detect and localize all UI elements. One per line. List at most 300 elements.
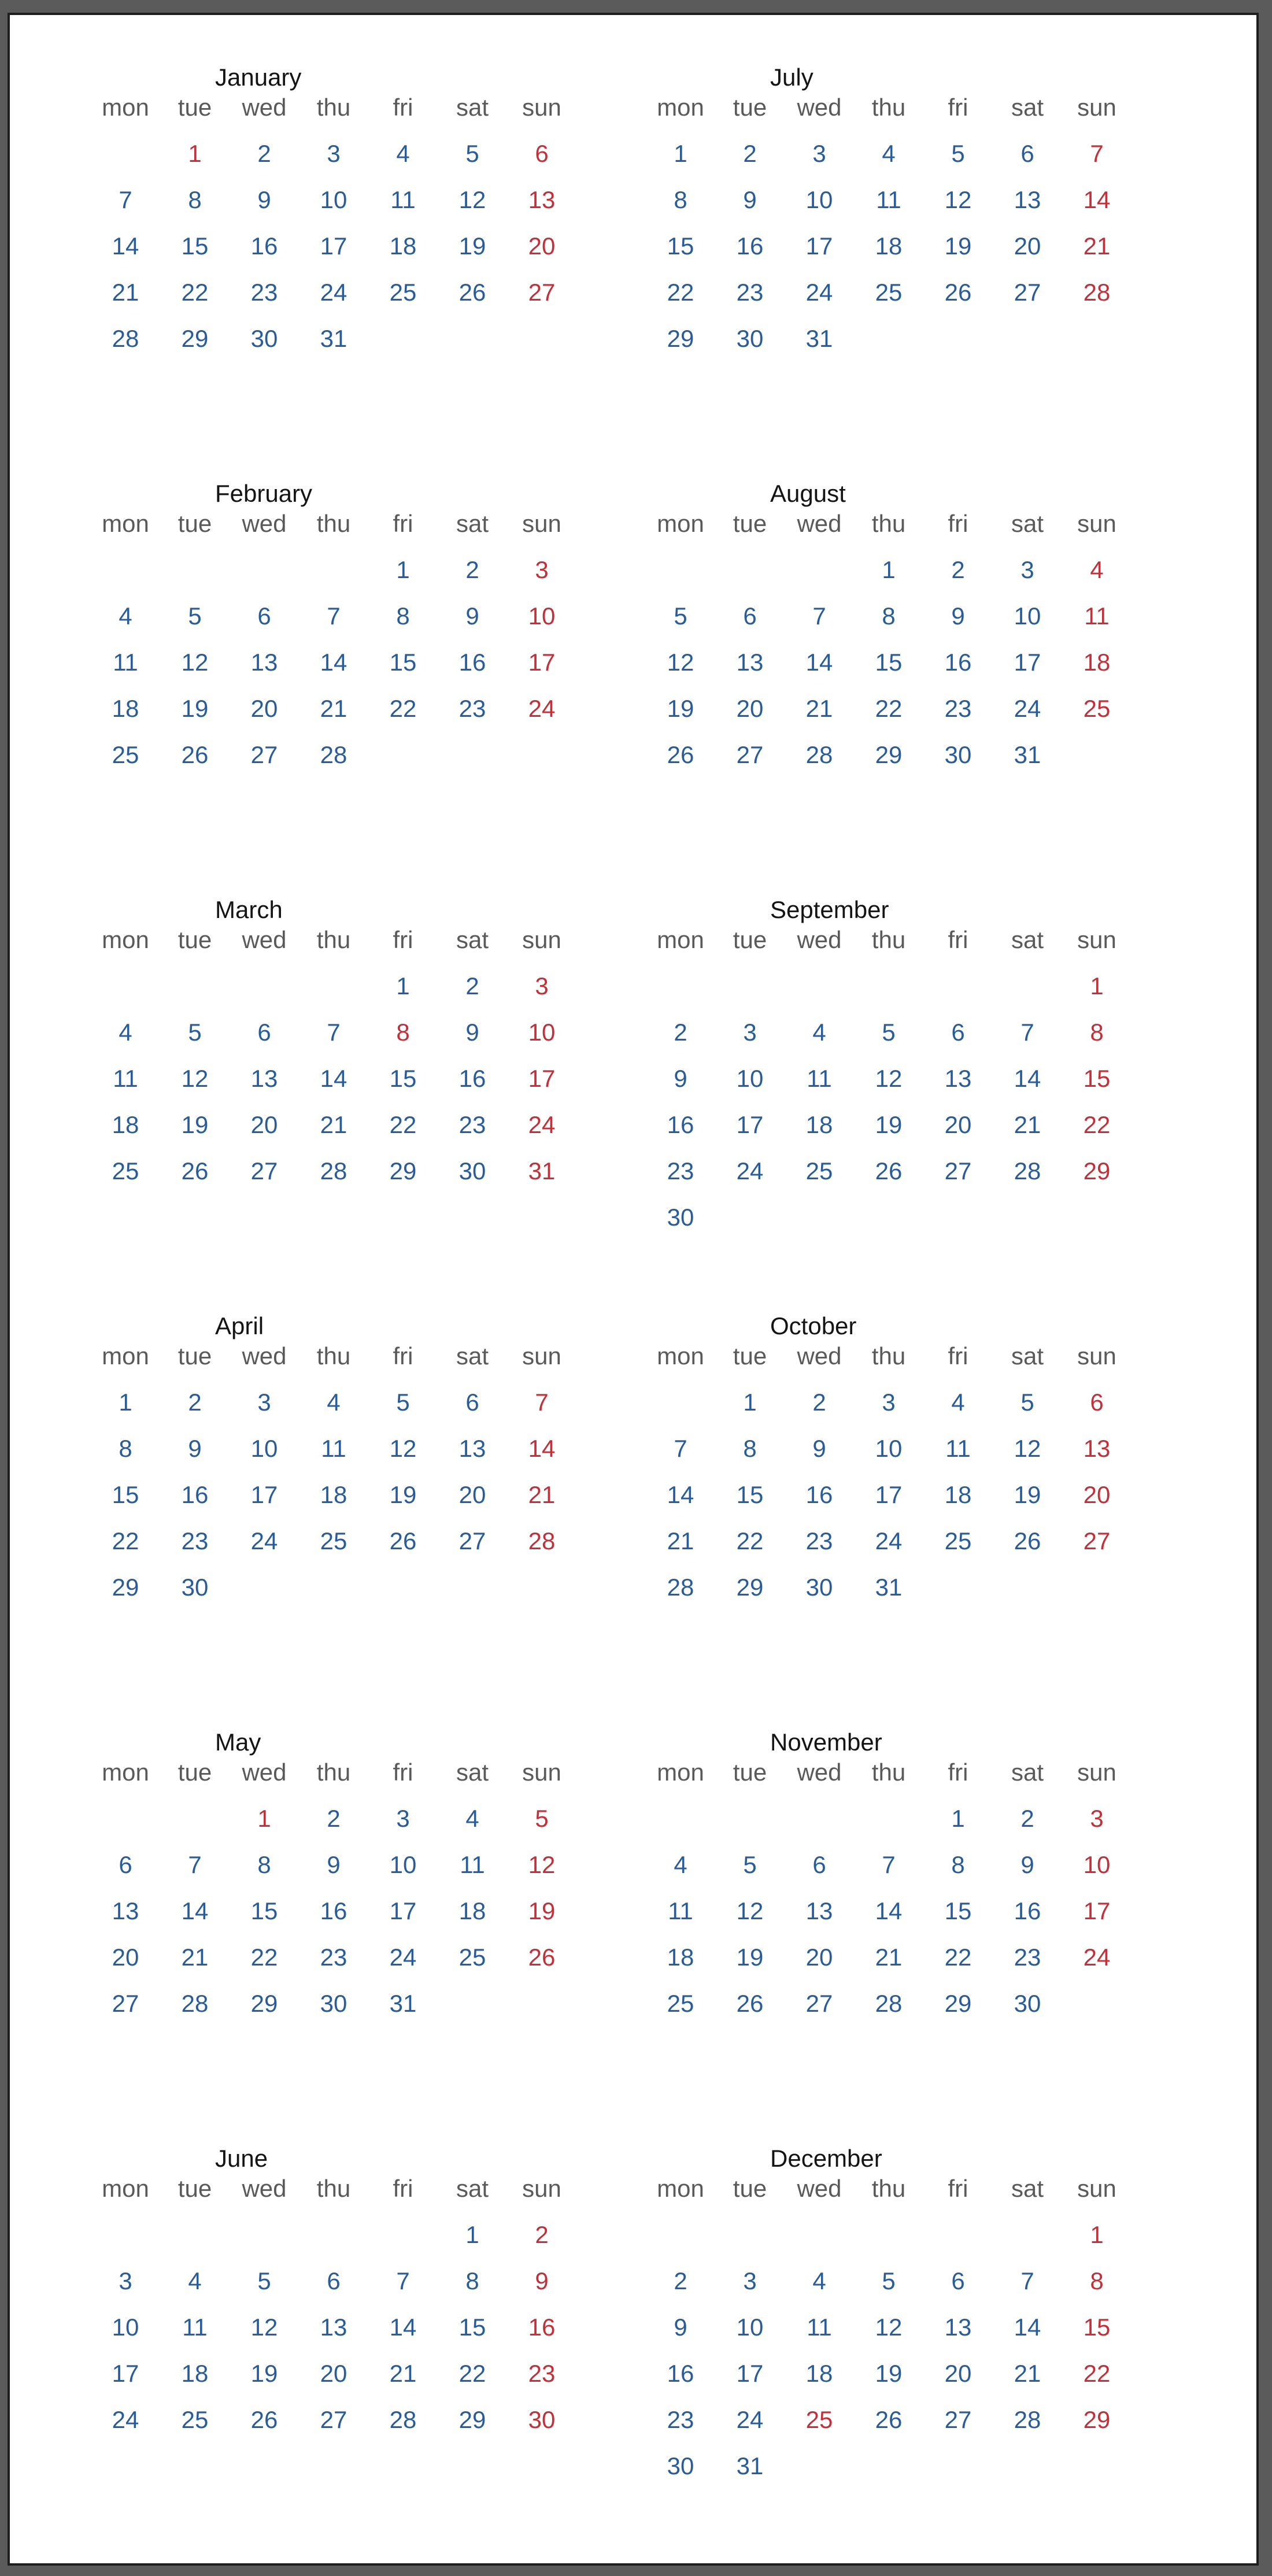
day-cell: 9 <box>812 1435 826 1462</box>
day-cell: 22 <box>736 1527 764 1555</box>
day-cell: 17 <box>1014 649 1041 676</box>
empty-cell <box>715 554 785 600</box>
day-cell: 7 <box>882 1851 896 1878</box>
day-cell: 19 <box>458 232 486 260</box>
day-cell: 1 <box>119 1389 132 1416</box>
day-cell: 24 <box>1083 1944 1111 1971</box>
month-title: January <box>215 64 302 91</box>
weekday-label: tue <box>733 926 767 953</box>
weekday-label: tue <box>178 1342 212 1370</box>
day-cell: 14 <box>1014 2314 1041 2341</box>
day-cell: 28 <box>1083 279 1111 306</box>
empty-cell <box>91 1803 160 1849</box>
weekday-label: mon <box>102 94 149 121</box>
day-cell: 15 <box>112 1481 139 1508</box>
day-cell: 4 <box>119 1019 132 1046</box>
weekday-label: sun <box>522 510 561 537</box>
weekday-label: fri <box>393 94 413 121</box>
day-cell: 4 <box>812 1019 826 1046</box>
weekday-label: thu <box>316 94 351 121</box>
empty-cell <box>993 970 1062 1016</box>
day-cell: 30 <box>1014 1990 1041 2017</box>
weekday-label: thu <box>316 926 351 953</box>
day-cell: 29 <box>250 1990 278 2017</box>
day-grid <box>91 1803 576 2034</box>
day-cell: 1 <box>1090 2221 1104 2248</box>
day-cell: 22 <box>458 2360 486 2387</box>
day-cell: 25 <box>805 2406 833 2433</box>
day-cell: 1 <box>396 972 410 1000</box>
day-cell: 14 <box>1014 1065 1041 1092</box>
day-cell: 21 <box>875 1944 903 1971</box>
day-cell: 22 <box>389 1111 417 1138</box>
day-cell: 14 <box>875 1897 903 1924</box>
day-cell: 17 <box>528 649 556 676</box>
empty-cell <box>923 970 993 1016</box>
day-cell: 12 <box>181 649 209 676</box>
day-cell: 23 <box>667 1157 694 1185</box>
day-cell: 6 <box>1020 140 1034 167</box>
empty-cell <box>785 970 854 1016</box>
day-cell: 2 <box>674 2267 687 2294</box>
day-cell: 20 <box>1014 232 1041 260</box>
empty-cell <box>646 2219 715 2265</box>
weekday-label: sat <box>1011 2175 1044 2202</box>
day-cell: 24 <box>736 1157 764 1185</box>
weekday-label: mon <box>657 510 704 537</box>
weekday-label: thu <box>316 2175 351 2202</box>
weekday-label: sun <box>522 94 561 121</box>
day-cell: 8 <box>674 186 687 213</box>
weekday-label: wed <box>797 926 842 953</box>
day-cell: 12 <box>736 1897 764 1924</box>
day-cell: 20 <box>1083 1481 1111 1508</box>
day-cell: 30 <box>667 2452 694 2479</box>
month-title: October <box>770 1312 857 1339</box>
empty-cell <box>160 970 230 1016</box>
day-cell: 4 <box>188 2267 202 2294</box>
day-cell: 3 <box>396 1805 410 1832</box>
day-cell: 11 <box>807 1065 832 1092</box>
day-cell: 1 <box>396 556 410 583</box>
day-cell: 5 <box>188 1019 202 1046</box>
day-grid <box>91 138 576 369</box>
day-cell: 19 <box>944 232 972 260</box>
day-cell: 2 <box>327 1805 341 1832</box>
weekday-label: tue <box>178 1759 212 1786</box>
day-cell: 10 <box>1083 1851 1111 1878</box>
day-cell: 26 <box>389 1527 417 1555</box>
day-cell: 9 <box>674 1065 687 1092</box>
weekday-header-row <box>91 924 576 956</box>
empty-cell <box>91 554 160 600</box>
day-cell: 14 <box>181 1897 209 1924</box>
day-cell: 8 <box>1090 2267 1104 2294</box>
empty-cell <box>299 2219 368 2265</box>
day-cell: 14 <box>389 2314 417 2341</box>
day-cell: 28 <box>875 1990 903 2017</box>
day-cell: 21 <box>320 1111 347 1138</box>
day-cell: 9 <box>188 1435 202 1462</box>
day-cell: 20 <box>736 695 764 722</box>
day-cell: 8 <box>465 2267 479 2294</box>
month-title: August <box>770 480 846 507</box>
weekday-label: mon <box>102 510 149 537</box>
weekday-label: sat <box>456 2175 489 2202</box>
day-cell: 14 <box>1083 186 1111 213</box>
day-cell: 10 <box>875 1435 903 1462</box>
day-cell: 25 <box>458 1944 486 1971</box>
weekday-label: sun <box>1077 94 1116 121</box>
weekday-label: thu <box>871 1759 906 1786</box>
day-cell: 9 <box>674 2314 687 2341</box>
weekday-label: thu <box>316 1342 351 1370</box>
day-cell: 18 <box>805 1111 833 1138</box>
weekday-label: fri <box>948 2175 968 2202</box>
day-cell: 4 <box>674 1851 687 1878</box>
day-cell: 5 <box>188 602 202 630</box>
weekday-label: fri <box>948 1342 968 1370</box>
day-cell: 10 <box>528 602 556 630</box>
day-cell: 23 <box>181 1527 209 1555</box>
day-cell: 15 <box>1083 1065 1111 1092</box>
day-cell: 17 <box>736 1111 764 1138</box>
day-cell: 20 <box>944 1111 972 1138</box>
day-cell: 30 <box>528 2406 556 2433</box>
day-cell: 27 <box>458 1527 486 1555</box>
empty-cell <box>646 1803 715 1849</box>
empty-cell <box>923 2219 993 2265</box>
weekday-header-row <box>646 1756 1132 1789</box>
day-cell: 9 <box>465 1019 479 1046</box>
day-cell: 18 <box>875 232 903 260</box>
day-cell: 20 <box>458 1481 486 1508</box>
month-title: July <box>770 64 814 91</box>
day-cell: 24 <box>250 1527 278 1555</box>
month-title: September <box>770 896 889 923</box>
day-cell: 5 <box>535 1805 549 1832</box>
weekday-label: sun <box>1077 2175 1116 2202</box>
day-cell: 15 <box>389 649 417 676</box>
day-cell: 16 <box>181 1481 209 1508</box>
weekday-label: sat <box>1011 926 1044 953</box>
weekday-label: sun <box>522 1342 561 1370</box>
day-cell: 20 <box>320 2360 347 2387</box>
day-cell: 5 <box>674 602 687 630</box>
weekday-label: sat <box>456 1342 489 1370</box>
day-cell: 17 <box>805 232 833 260</box>
weekday-label: fri <box>948 926 968 953</box>
day-cell: 19 <box>528 1897 556 1924</box>
day-cell: 14 <box>805 649 833 676</box>
day-cell: 29 <box>736 1574 764 1601</box>
weekday-label: sun <box>1077 1342 1116 1370</box>
day-cell: 3 <box>327 140 341 167</box>
day-cell: 13 <box>944 1065 972 1092</box>
day-cell: 17 <box>875 1481 903 1508</box>
day-cell: 27 <box>250 1157 278 1185</box>
weekday-label: wed <box>242 926 287 953</box>
day-cell: 22 <box>181 279 209 306</box>
day-cell: 25 <box>875 279 903 306</box>
weekday-label: mon <box>657 1342 704 1370</box>
day-cell: 25 <box>320 1527 347 1555</box>
empty-cell <box>368 2219 438 2265</box>
weekday-label: wed <box>797 1342 842 1370</box>
day-cell: 31 <box>736 2452 764 2479</box>
day-cell: 22 <box>1083 2360 1111 2387</box>
day-cell: 30 <box>944 741 972 768</box>
day-cell: 24 <box>389 1944 417 1971</box>
month-title: June <box>215 2145 268 2172</box>
day-cell: 13 <box>736 649 764 676</box>
day-cell: 4 <box>882 140 896 167</box>
day-cell: 26 <box>875 1157 903 1185</box>
weekday-label: fri <box>393 1759 413 1786</box>
weekday-label: sat <box>1011 94 1044 121</box>
day-cell: 30 <box>320 1990 347 2017</box>
day-cell: 11 <box>1084 602 1110 630</box>
day-cell: 6 <box>327 2267 341 2294</box>
weekday-label: sun <box>522 926 561 953</box>
day-grid <box>646 1386 1132 1618</box>
day-cell: 25 <box>1083 695 1111 722</box>
day-cell: 1 <box>674 140 687 167</box>
day-cell: 26 <box>1014 1527 1041 1555</box>
day-cell: 29 <box>389 1157 417 1185</box>
day-cell: 5 <box>951 140 965 167</box>
day-cell: 16 <box>320 1897 347 1924</box>
day-cell: 11 <box>945 1435 971 1462</box>
day-cell: 25 <box>805 1157 833 1185</box>
day-cell: 1 <box>257 1805 271 1832</box>
weekday-header-row <box>91 1340 576 1372</box>
day-cell: 10 <box>528 1019 556 1046</box>
day-cell: 10 <box>736 1065 764 1092</box>
day-cell: 10 <box>320 186 347 213</box>
day-cell: 17 <box>112 2360 139 2387</box>
empty-cell <box>160 1803 230 1849</box>
day-cell: 8 <box>257 1851 271 1878</box>
day-cell: 31 <box>320 325 347 352</box>
day-cell: 14 <box>667 1481 694 1508</box>
day-cell: 12 <box>1014 1435 1041 1462</box>
day-cell: 2 <box>743 140 757 167</box>
day-cell: 29 <box>667 325 694 352</box>
day-cell: 2 <box>465 972 479 1000</box>
day-cell: 21 <box>320 695 347 722</box>
day-cell: 6 <box>743 602 757 630</box>
day-cell: 15 <box>458 2314 486 2341</box>
day-cell: 9 <box>535 2267 549 2294</box>
day-cell: 2 <box>812 1389 826 1416</box>
weekday-label: mon <box>102 2175 149 2202</box>
weekday-header-row <box>91 1756 576 1789</box>
empty-cell <box>646 1386 715 1433</box>
day-cell: 12 <box>528 1851 556 1878</box>
day-cell: 5 <box>396 1389 410 1416</box>
day-cell: 15 <box>875 649 903 676</box>
day-cell: 11 <box>876 186 901 213</box>
day-cell: 16 <box>667 1111 694 1138</box>
day-cell: 21 <box>1014 2360 1041 2387</box>
weekday-label: tue <box>733 94 767 121</box>
day-cell: 23 <box>458 695 486 722</box>
day-cell: 3 <box>535 972 549 1000</box>
day-cell: 7 <box>327 1019 341 1046</box>
day-cell: 1 <box>1090 972 1104 1000</box>
empty-cell <box>785 1803 854 1849</box>
day-cell: 25 <box>944 1527 972 1555</box>
day-cell: 3 <box>812 140 826 167</box>
day-cell: 12 <box>389 1435 417 1462</box>
weekday-label: tue <box>178 926 212 953</box>
day-cell: 14 <box>528 1435 556 1462</box>
weekday-label: sat <box>456 94 489 121</box>
empty-cell <box>715 970 785 1016</box>
weekday-label: mon <box>657 1759 704 1786</box>
weekday-label: sun <box>522 2175 561 2202</box>
day-cell: 23 <box>250 279 278 306</box>
day-cell: 5 <box>882 2267 896 2294</box>
day-cell: 22 <box>250 1944 278 1971</box>
day-cell: 4 <box>327 1389 341 1416</box>
weekday-header-row <box>91 2172 576 2205</box>
day-cell: 27 <box>736 741 764 768</box>
day-cell: 8 <box>882 602 896 630</box>
weekday-label: sun <box>1077 510 1116 537</box>
day-cell: 16 <box>805 1481 833 1508</box>
day-cell: 2 <box>1020 1805 1034 1832</box>
day-cell: 3 <box>119 2267 132 2294</box>
day-cell: 30 <box>181 1574 209 1601</box>
day-cell: 28 <box>1014 2406 1041 2433</box>
day-cell: 11 <box>182 2314 208 2341</box>
day-cell: 6 <box>119 1851 132 1878</box>
day-cell: 3 <box>1090 1805 1104 1832</box>
day-cell: 25 <box>112 1157 139 1185</box>
empty-cell <box>230 2219 299 2265</box>
day-cell: 1 <box>188 140 202 167</box>
calendar-page <box>10 15 1256 2563</box>
day-cell: 3 <box>743 2267 757 2294</box>
empty-cell <box>230 970 299 1016</box>
day-cell: 22 <box>667 279 694 306</box>
weekday-label: wed <box>242 1342 287 1370</box>
day-cell: 7 <box>674 1435 687 1462</box>
day-grid <box>646 554 1132 785</box>
day-cell: 24 <box>875 1527 903 1555</box>
day-cell: 27 <box>320 2406 347 2433</box>
day-cell: 19 <box>667 695 694 722</box>
weekday-label: tue <box>178 2175 212 2202</box>
day-cell: 17 <box>389 1897 417 1924</box>
day-cell: 26 <box>875 2406 903 2433</box>
day-cell: 10 <box>250 1435 278 1462</box>
day-cell: 25 <box>181 2406 209 2433</box>
day-cell: 18 <box>944 1481 972 1508</box>
day-cell: 6 <box>535 140 549 167</box>
day-cell: 26 <box>250 2406 278 2433</box>
day-cell: 19 <box>181 1111 209 1138</box>
weekday-label: thu <box>871 94 906 121</box>
empty-cell <box>91 138 160 184</box>
weekday-label: tue <box>733 1759 767 1786</box>
day-cell: 12 <box>944 186 972 213</box>
day-cell: 18 <box>181 2360 209 2387</box>
empty-cell <box>993 2219 1062 2265</box>
weekday-label: sun <box>522 1759 561 1786</box>
day-cell: 21 <box>528 1481 556 1508</box>
weekday-label: wed <box>797 94 842 121</box>
day-cell: 8 <box>1090 1019 1104 1046</box>
day-cell: 18 <box>320 1481 347 1508</box>
day-cell: 12 <box>181 1065 209 1092</box>
day-cell: 29 <box>875 741 903 768</box>
day-cell: 6 <box>465 1389 479 1416</box>
weekday-header-row <box>91 91 576 124</box>
weekday-label: sat <box>1011 510 1044 537</box>
day-cell: 23 <box>944 695 972 722</box>
day-cell: 5 <box>465 140 479 167</box>
day-cell: 16 <box>250 232 278 260</box>
day-cell: 10 <box>389 1851 417 1878</box>
day-cell: 13 <box>320 2314 347 2341</box>
day-cell: 24 <box>320 279 347 306</box>
day-cell: 27 <box>1083 1527 1111 1555</box>
day-cell: 28 <box>528 1527 556 1555</box>
empty-cell <box>785 554 854 600</box>
day-cell: 11 <box>807 2314 832 2341</box>
day-cell: 19 <box>1014 1481 1041 1508</box>
day-cell: 20 <box>250 1111 278 1138</box>
day-cell: 8 <box>396 602 410 630</box>
day-cell: 14 <box>320 1065 347 1092</box>
day-cell: 11 <box>390 186 416 213</box>
empty-cell <box>230 554 299 600</box>
day-cell: 26 <box>736 1990 764 2017</box>
day-cell: 11 <box>113 649 138 676</box>
day-cell: 29 <box>1083 2406 1111 2433</box>
day-cell: 13 <box>250 649 278 676</box>
day-cell: 31 <box>805 325 833 352</box>
day-cell: 23 <box>1014 1944 1041 1971</box>
day-cell: 15 <box>736 1481 764 1508</box>
day-cell: 7 <box>1090 140 1104 167</box>
day-cell: 12 <box>250 2314 278 2341</box>
day-cell: 9 <box>951 602 965 630</box>
day-cell: 13 <box>458 1435 486 1462</box>
day-cell: 21 <box>112 279 139 306</box>
day-cell: 16 <box>667 2360 694 2387</box>
day-grid <box>91 2219 576 2450</box>
weekday-label: tue <box>178 510 212 537</box>
day-cell: 6 <box>1090 1389 1104 1416</box>
empty-cell <box>160 554 230 600</box>
weekday-label: sun <box>1077 926 1116 953</box>
empty-cell <box>785 2219 854 2265</box>
day-cell: 13 <box>805 1897 833 1924</box>
day-cell: 7 <box>1020 2267 1034 2294</box>
day-cell: 20 <box>944 2360 972 2387</box>
weekday-label: mon <box>102 1342 149 1370</box>
weekday-label: thu <box>316 510 351 537</box>
day-cell: 13 <box>944 2314 972 2341</box>
day-cell: 3 <box>535 556 549 583</box>
day-cell: 12 <box>875 2314 903 2341</box>
day-cell: 5 <box>1020 1389 1034 1416</box>
weekday-label: fri <box>393 510 413 537</box>
